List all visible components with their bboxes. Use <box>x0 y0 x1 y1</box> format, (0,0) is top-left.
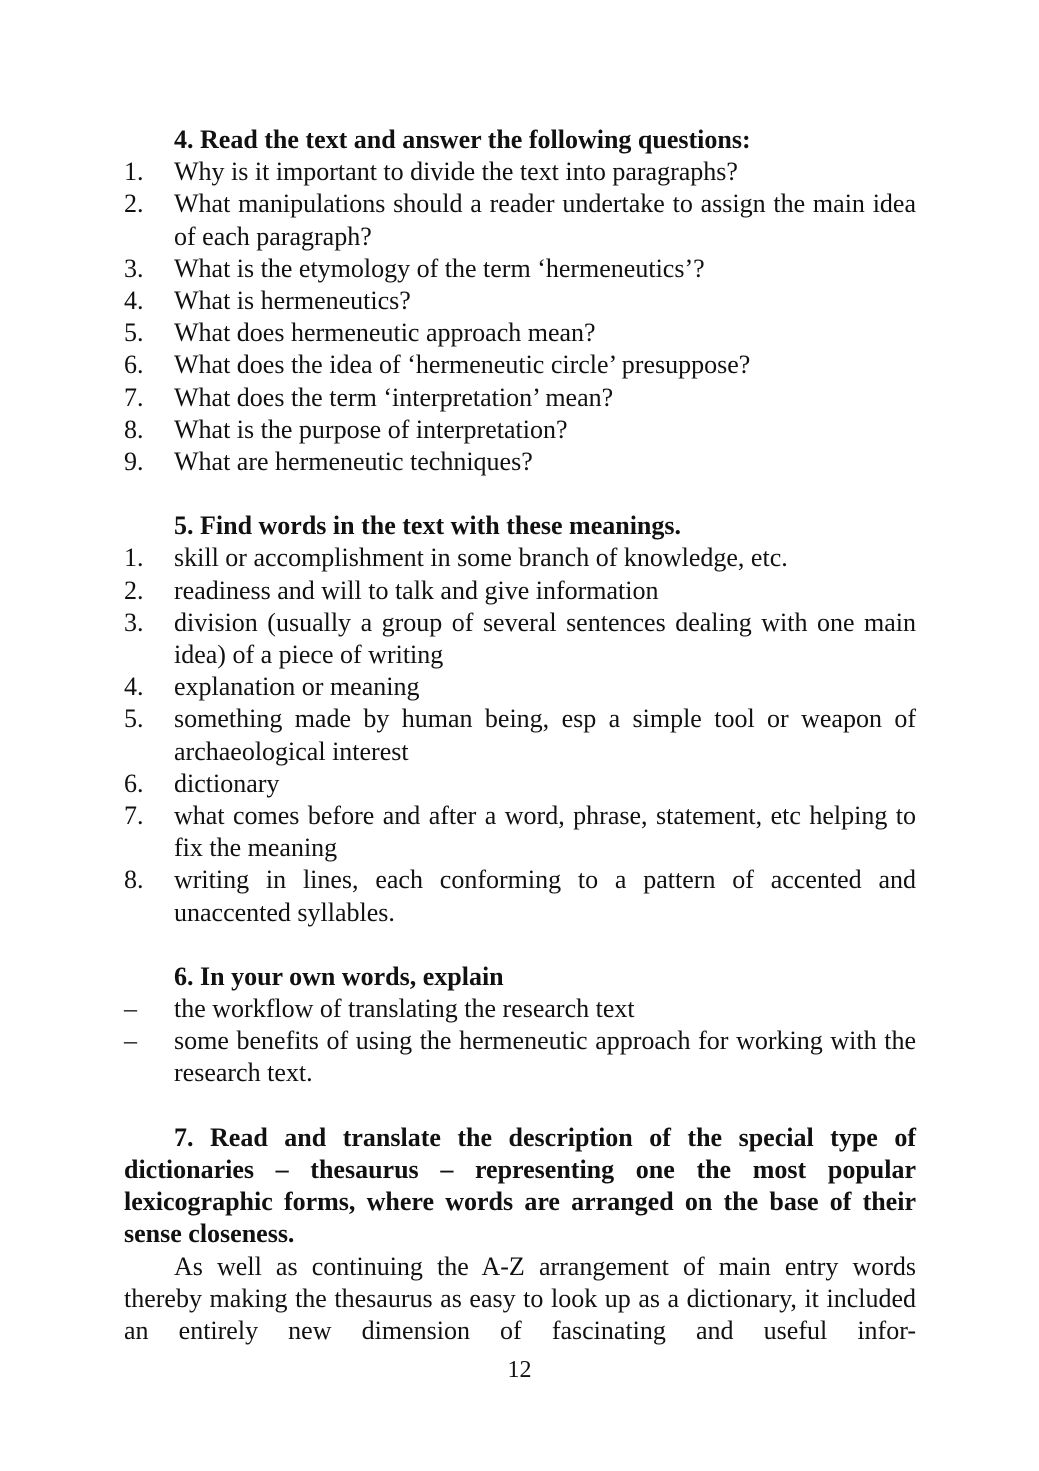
list-marker: 7. <box>124 382 144 412</box>
list-item <box>124 156 916 188</box>
list-item-text: What is the purpose of interpretation? <box>174 414 568 444</box>
list-marker: 6. <box>124 350 144 380</box>
list-marker: – <box>124 994 137 1024</box>
list-item <box>124 382 916 414</box>
list-item-text: something made by human being, esp a simple tool or weapon of archaeological interest <box>174 704 916 766</box>
list-item <box>124 414 916 446</box>
list-marker: 3. <box>124 607 144 637</box>
list-marker: 6. <box>124 768 144 798</box>
list-marker: 4. <box>124 286 144 316</box>
list-item-text: the workflow of translating the research text <box>174 994 635 1024</box>
list-marker: 2. <box>124 189 144 219</box>
list-item <box>124 253 916 285</box>
list-marker: 7. <box>124 801 144 831</box>
section-7-heading: 7. Read and translate the description of the special type of dictionaries – thesaurus – representing one the most popular lexicographic forms, where words are arranged on the base of their sense closeness. <box>124 1122 916 1249</box>
section-spacer <box>124 478 916 510</box>
section-6-bullet-list <box>124 993 916 1090</box>
list-item-text: What does the idea of ‘hermeneutic circle’ presuppose? <box>174 350 751 380</box>
list-item <box>124 671 916 703</box>
list-item-text: readiness and will to talk and give information <box>174 575 659 605</box>
page-number: 12 <box>507 1357 532 1383</box>
list-item-text: What is the etymology of the term ‘hermeneutics’? <box>174 253 705 283</box>
list-marker: 1. <box>124 543 144 573</box>
list-item <box>124 768 916 800</box>
list-marker: 1. <box>124 157 144 187</box>
list-item <box>124 317 916 349</box>
list-marker: 8. <box>124 865 144 895</box>
list-marker: 3. <box>124 253 144 283</box>
list-item <box>124 285 916 317</box>
list-item <box>124 1025 916 1089</box>
list-item <box>124 446 916 478</box>
list-marker: 9. <box>124 447 144 477</box>
list-item <box>124 188 916 252</box>
section-5-heading: 5. Find words in the text with these meanings. <box>174 511 682 541</box>
list-item <box>124 703 916 767</box>
list-item-text: writing in lines, each conforming to a pattern of accented and unaccented syllables. <box>174 865 916 927</box>
document-page <box>124 124 916 1347</box>
list-item-text: skill or accomplishment in some branch of knowledge, etc. <box>174 543 788 573</box>
list-item <box>124 349 916 381</box>
list-item <box>124 864 916 928</box>
list-item <box>124 575 916 607</box>
list-marker: 5. <box>124 704 144 734</box>
section-4-question-list <box>124 156 916 478</box>
section-4-heading: 4. Read the text and answer the following questions: <box>174 125 751 154</box>
list-item-text: What does hermeneutic approach mean? <box>174 318 596 348</box>
list-item <box>124 607 916 671</box>
list-item <box>124 993 916 1025</box>
list-marker: 2. <box>124 575 144 605</box>
list-item-text: What does the term ‘interpretation’ mean? <box>174 382 614 412</box>
list-marker: – <box>124 1026 137 1056</box>
section-spacer <box>124 1090 916 1122</box>
list-item-text: What are hermeneutic techniques? <box>174 447 533 477</box>
list-marker: 8. <box>124 414 144 444</box>
list-item-text: What is hermeneutics? <box>174 286 411 316</box>
list-item-text: some benefits of using the hermeneutic approach for working with the research text. <box>174 1026 916 1088</box>
section-spacer <box>124 929 916 961</box>
list-item-text: Why is it important to divide the text into paragraphs? <box>174 157 738 187</box>
section-6-heading: 6. In your own words, explain <box>174 961 504 991</box>
section-5-definition-list <box>124 542 916 928</box>
list-item-text: explanation or meaning <box>174 672 420 702</box>
list-item-text: division (usually a group of several sentences dealing with one main idea) of a piece of writing <box>174 607 916 670</box>
list-marker: 4. <box>124 672 144 702</box>
list-item-text: what comes before and after a word, phrase, statement, etc helping to fix the meaning <box>174 801 916 863</box>
list-item-text: What manipulations should a reader undertake to assign the main idea of each paragraph? <box>174 189 916 251</box>
section-7-paragraph: As well as continuing the A-Z arrangement of main entry words thereby making the thesaurus as easy to look up as a dictionary, it included an entirely new dimension of fascinating and useful infor- <box>124 1251 916 1345</box>
list-marker: 5. <box>124 318 144 348</box>
list-item <box>124 800 916 864</box>
list-item-text: dictionary <box>174 768 280 798</box>
list-item <box>124 542 916 574</box>
